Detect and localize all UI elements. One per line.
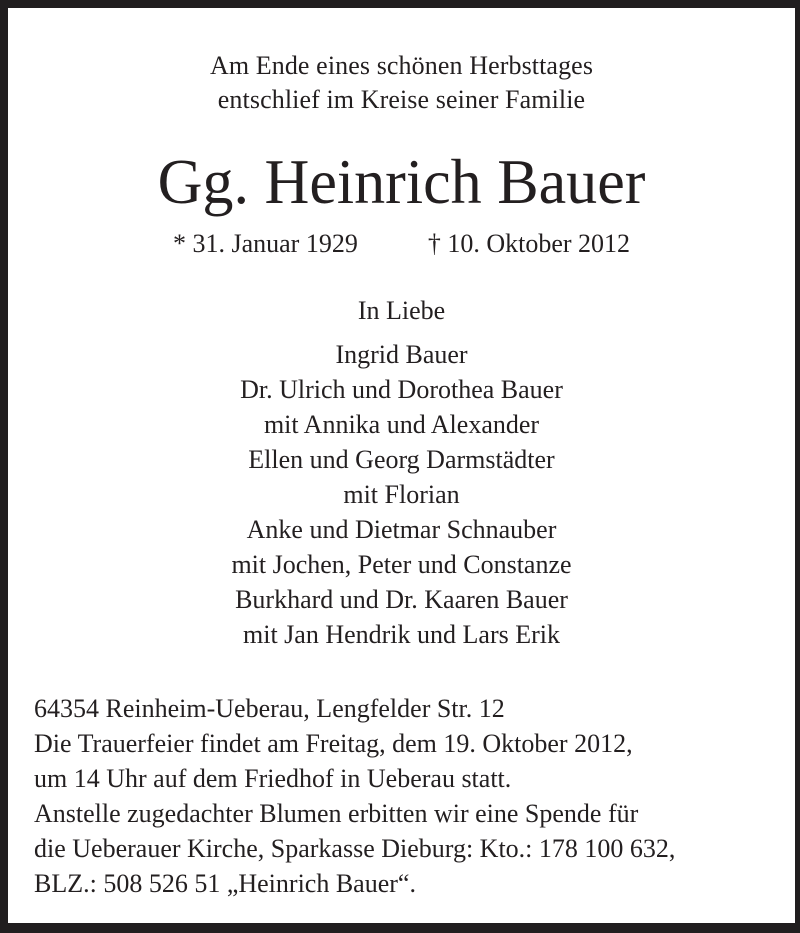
mourning-border-top — [0, 0, 800, 8]
funeral-detail-line: die Ueberauer Kirche, Sparkasse Dieburg: Kto.: 178 100 632, — [34, 834, 676, 863]
mourning-border-bottom — [0, 923, 800, 933]
life-dates — [8, 229, 795, 259]
intro-text — [8, 49, 795, 117]
mourner-line: mit Florian — [343, 480, 460, 509]
death-date: † 10. Oktober 2012 — [427, 229, 631, 258]
mourner-line: Ellen und Georg Darmstädter — [248, 445, 555, 474]
mourning-border-right — [795, 0, 800, 933]
mourners-salutation: In Liebe — [357, 296, 446, 325]
mourner-line: Ingrid Bauer — [335, 340, 468, 369]
mourners-block — [8, 293, 795, 652]
mourner-line: Anke und Dietmar Schnauber — [246, 515, 557, 544]
deceased-name: Gg. Heinrich Bauer — [157, 146, 646, 217]
mourner-line: mit Jan Hendrik und Lars Erik — [243, 620, 560, 649]
mourner-line: Dr. Ulrich und Dorothea Bauer — [240, 375, 563, 404]
address-line: 64354 Reinheim-Ueberau, Lengfelder Str. 12 — [34, 694, 505, 723]
mourning-border-left — [0, 0, 8, 933]
birth-date: * 31. Januar 1929 — [172, 229, 358, 258]
funeral-details — [8, 691, 795, 901]
notice-content — [8, 8, 795, 923]
mourner-line: mit Jochen, Peter und Constanze — [231, 550, 572, 579]
intro-line-1: Am Ende eines schönen Herbsttages — [209, 51, 594, 80]
intro-line-2: entschlief im Kreise seiner Familie — [217, 85, 586, 114]
funeral-detail-line: Die Trauerfeier findet am Freitag, dem 19. Oktober 2012, — [34, 729, 633, 758]
funeral-detail-line: Anstelle zugedachter Blumen erbitten wir eine Spende für — [34, 799, 639, 828]
funeral-detail-line: um 14 Uhr auf dem Friedhof in Ueberau statt. — [34, 764, 512, 793]
mourner-line: mit Annika und Alexander — [263, 410, 540, 439]
mourner-line: Burkhard und Dr. Kaaren Bauer — [235, 585, 568, 614]
funeral-detail-line: BLZ.: 508 526 51 „Heinrich Bauer“. — [34, 869, 416, 898]
